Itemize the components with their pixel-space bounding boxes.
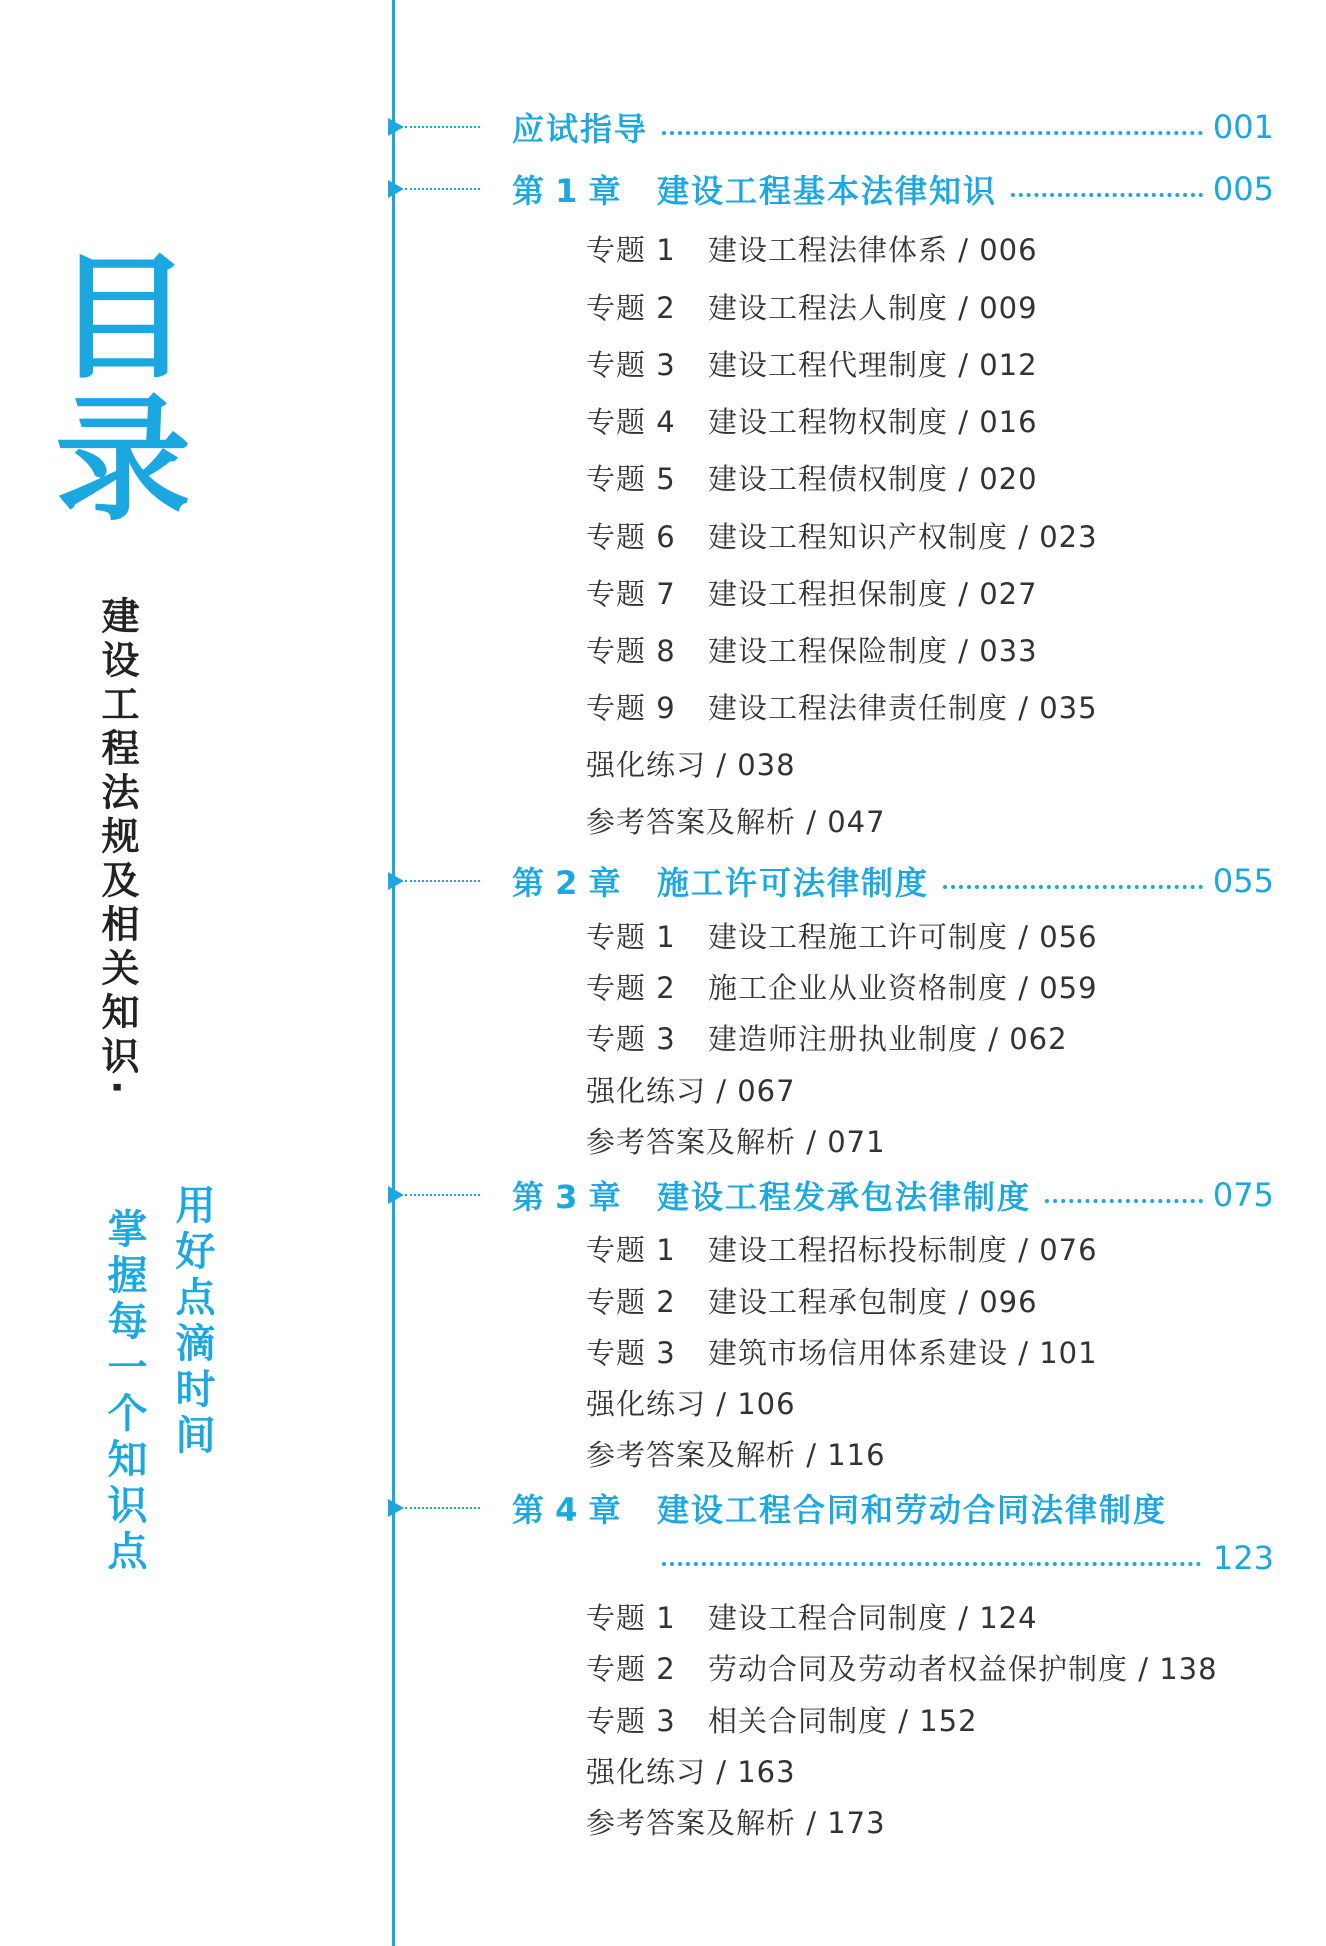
chapter-4-page-row[interactable] bbox=[662, 1539, 1274, 1577]
toc-entry[interactable] bbox=[586, 515, 1098, 556]
topic-title: 建设工程法律体系 / 006 bbox=[708, 233, 1038, 267]
topic-number: 专题 1 bbox=[586, 920, 676, 954]
toc-entry[interactable] bbox=[586, 1069, 796, 1110]
chapter-title: 建设工程发承包法律制度 bbox=[657, 1178, 1032, 1216]
topic-number: 专题 2 bbox=[586, 971, 676, 1005]
topic-number: 专题 6 bbox=[586, 520, 676, 554]
topic-title: 劳动合同及劳动者权益保护制度 / 138 bbox=[708, 1652, 1218, 1686]
toc-entry[interactable] bbox=[586, 1433, 886, 1474]
topic-title: 建设工程物权制度 / 016 bbox=[708, 405, 1038, 439]
topic-number: 专题 3 bbox=[586, 348, 676, 382]
divider-line bbox=[392, 0, 395, 1946]
book-subject: 建设工程法规及相关知识· bbox=[95, 596, 139, 1101]
toc-title-char-1: 目 bbox=[55, 238, 191, 398]
marker-dots bbox=[405, 1194, 480, 1196]
topic-title: 参考答案及解析 / 071 bbox=[586, 1125, 886, 1159]
topic-number: 专题 3 bbox=[586, 1336, 676, 1370]
topic-title: 建设工程知识产权制度 / 023 bbox=[708, 520, 1098, 554]
toc-entry[interactable] bbox=[586, 1120, 886, 1161]
toc-entry[interactable] bbox=[586, 800, 886, 841]
topic-title: 强化练习 / 163 bbox=[586, 1755, 796, 1789]
chapter-4-heading[interactable] bbox=[512, 1485, 1274, 1531]
topic-title: 强化练习 / 038 bbox=[586, 748, 796, 782]
topic-title: 强化练习 / 067 bbox=[586, 1074, 796, 1108]
toc-entry[interactable] bbox=[586, 1596, 1038, 1637]
guide-title: 应试指导 bbox=[512, 110, 649, 148]
toc-entry[interactable] bbox=[586, 1382, 796, 1423]
topic-title: 参考答案及解析 / 047 bbox=[586, 805, 886, 839]
toc-entry[interactable] bbox=[586, 1280, 1038, 1321]
topic-title: 建设工程担保制度 / 027 bbox=[708, 577, 1038, 611]
marker-dots bbox=[405, 188, 480, 190]
toc-title-char-2: 录 bbox=[55, 380, 191, 540]
topic-title: 建设工程施工许可制度 / 056 bbox=[708, 920, 1098, 954]
topic-number: 专题 1 bbox=[586, 1601, 676, 1635]
topic-title: 建设工程法律责任制度 / 035 bbox=[708, 691, 1098, 725]
chapter-page: 055 bbox=[1212, 862, 1274, 900]
chapter-2-heading[interactable] bbox=[512, 858, 1274, 904]
dot-leader bbox=[662, 1562, 1201, 1566]
topic-title: 建设工程代理制度 / 012 bbox=[708, 348, 1038, 382]
topic-number: 专题 5 bbox=[586, 462, 676, 496]
toc-entry[interactable] bbox=[586, 966, 1098, 1007]
toc-entry[interactable] bbox=[586, 1647, 1218, 1688]
slogan-column-2: 掌握每一个知识点 bbox=[101, 1208, 148, 1576]
chapter-page: 075 bbox=[1212, 1176, 1274, 1214]
topic-number: 专题 7 bbox=[586, 577, 676, 611]
chapter-title: 施工许可法律制度 bbox=[657, 864, 930, 902]
toc-entry[interactable] bbox=[586, 743, 796, 784]
chapter-title: 建设工程基本法律知识 bbox=[657, 172, 998, 210]
chapter-1-heading[interactable] bbox=[512, 166, 1274, 212]
toc-entry[interactable] bbox=[586, 1801, 886, 1842]
dot-leader bbox=[1045, 1199, 1203, 1203]
toc-entry[interactable] bbox=[586, 1750, 796, 1791]
marker-dots bbox=[405, 126, 480, 128]
topic-number: 专题 9 bbox=[586, 691, 676, 725]
toc-entry[interactable] bbox=[586, 400, 1038, 441]
chapter-number: 第 2 章 bbox=[512, 864, 621, 902]
chapter-page: 123 bbox=[1212, 1539, 1274, 1577]
topic-number: 专题 4 bbox=[586, 405, 676, 439]
toc-entry[interactable] bbox=[586, 915, 1098, 956]
chapter-page: 005 bbox=[1212, 170, 1274, 208]
topic-title: 建设工程债权制度 / 020 bbox=[708, 462, 1038, 496]
slogan-column-1: 用好点滴时间 bbox=[169, 1184, 216, 1460]
dot-leader bbox=[943, 885, 1203, 889]
chapter-number: 第 1 章 bbox=[512, 172, 621, 210]
topic-title: 施工企业从业资格制度 / 059 bbox=[708, 971, 1098, 1005]
topic-number: 专题 1 bbox=[586, 1233, 676, 1267]
toc-entry[interactable] bbox=[586, 1331, 1098, 1372]
topic-number: 专题 3 bbox=[586, 1704, 676, 1738]
topic-title: 强化练习 / 106 bbox=[586, 1387, 796, 1421]
topic-title: 建设工程承包制度 / 096 bbox=[708, 1285, 1038, 1319]
toc-entry[interactable] bbox=[586, 1228, 1098, 1269]
topic-title: 相关合同制度 / 152 bbox=[708, 1704, 978, 1738]
toc-entry[interactable] bbox=[586, 629, 1038, 670]
topic-number: 专题 2 bbox=[586, 291, 676, 325]
toc-entry[interactable] bbox=[586, 457, 1038, 498]
dot-leader bbox=[1011, 193, 1203, 197]
topic-number: 专题 8 bbox=[586, 634, 676, 668]
toc-entry[interactable] bbox=[586, 572, 1038, 613]
topic-number: 专题 2 bbox=[586, 1652, 676, 1686]
topic-number: 专题 3 bbox=[586, 1022, 676, 1056]
dot-leader bbox=[662, 131, 1203, 135]
topic-title: 建筑市场信用体系建设 / 101 bbox=[708, 1336, 1098, 1370]
topic-title: 参考答案及解析 / 116 bbox=[586, 1438, 886, 1472]
guide-page: 001 bbox=[1212, 108, 1274, 146]
chapter-3-heading[interactable] bbox=[512, 1172, 1274, 1218]
topic-number: 专题 2 bbox=[586, 1285, 676, 1319]
toc-entry[interactable] bbox=[586, 228, 1038, 269]
toc-entry[interactable] bbox=[586, 343, 1038, 384]
toc-guide-entry[interactable] bbox=[512, 104, 1274, 150]
chapter-number: 第 3 章 bbox=[512, 1178, 621, 1216]
toc-entry[interactable] bbox=[586, 1017, 1068, 1058]
topic-title: 建设工程保险制度 / 033 bbox=[708, 634, 1038, 668]
topic-title: 建设工程合同制度 / 124 bbox=[708, 1601, 1038, 1635]
chapter-number: 第 4 章 bbox=[512, 1491, 621, 1529]
topic-number: 专题 1 bbox=[586, 233, 676, 267]
chapter-title: 建设工程合同和劳动合同法律制度 bbox=[657, 1491, 1168, 1529]
topic-title: 建设工程招标投标制度 / 076 bbox=[708, 1233, 1098, 1267]
marker-dots bbox=[405, 880, 480, 882]
topic-title: 建设工程法人制度 / 009 bbox=[708, 291, 1038, 325]
toc-entry[interactable] bbox=[586, 286, 1038, 327]
toc-entry[interactable] bbox=[586, 686, 1098, 727]
marker-dots bbox=[405, 1507, 480, 1509]
toc-entry[interactable] bbox=[586, 1699, 978, 1740]
topic-title: 参考答案及解析 / 173 bbox=[586, 1806, 886, 1840]
topic-title: 建造师注册执业制度 / 062 bbox=[708, 1022, 1068, 1056]
